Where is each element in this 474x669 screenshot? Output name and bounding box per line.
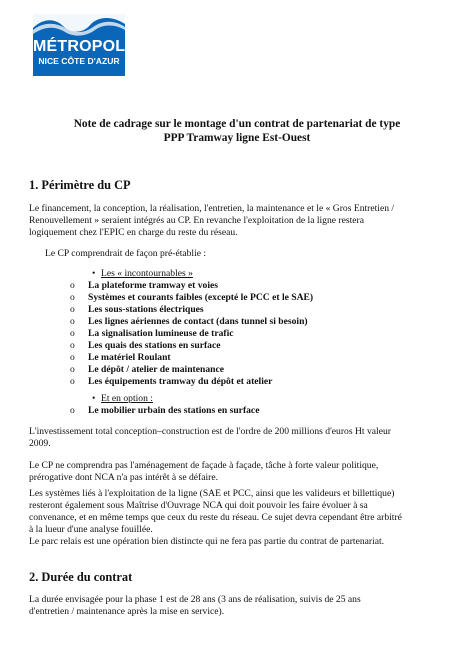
list-marker: o [70, 304, 75, 315]
list-marker: o [70, 328, 75, 339]
paragraph-parc-relais: Le parc relais est une opération bien distincte qui ne fera pas partie du contrat de partenariat. [29, 536, 385, 547]
paragraph-facade: Le CP ne comprendra pas l'aménagement de façade à façade, tâche à forte valeur politique, prérogative dont NCA n'a pas intérêt à se défaire. [29, 460, 379, 483]
para1-line3: logiquement chez l'EPIC en charge du reste du réseau. [29, 227, 238, 238]
list-item: o Le dépôt / atelier de maintenance [70, 364, 224, 375]
title-line2: PPP Tramway ligne Est-Ouest [163, 132, 311, 144]
paragraph-investissement: L'investissement total conception–construction est de l'ordre de 200 millions d'euros Ht valeur 2009. [29, 426, 391, 449]
list-marker: o [70, 376, 75, 387]
list-item: o Les quais des stations en surface [70, 340, 221, 351]
list-item: o Le mobilier urbain des stations en surface [70, 405, 260, 416]
section2-heading: 2. Durée du contrat [29, 570, 133, 584]
list-marker: o [70, 352, 75, 363]
title-line1: Note de cadrage sur le montage d'un contrat de partenariat de type [73, 118, 401, 130]
list-marker: o [70, 364, 75, 375]
bullet-label: Et en option : [101, 393, 153, 404]
bullet-option [92, 393, 153, 405]
bullet-label: Les « incontournables » [101, 268, 193, 279]
metropole-logo [33, 14, 137, 76]
list-item: o Les lignes aériennes de contact (dans tunnel si besoin) [70, 316, 308, 327]
para1-line2: Renouvellement » seraient intégrés au CP. En revanche l'exploitation de la ligne restera [29, 215, 364, 226]
list-marker: o [70, 405, 75, 416]
list-marker: o [70, 316, 75, 327]
list-item: o La signalisation lumineuse de trafic [70, 328, 234, 339]
document-title [60, 117, 414, 145]
list-marker: o [70, 292, 75, 303]
list-item: o Le matériel Roulant [70, 352, 171, 363]
bullet-incontournables [92, 268, 193, 280]
list-item: o Les équipements tramway du dépôt et atelier [70, 376, 273, 387]
list-item: o Systèmes et courants faibles (excepté le PCC et le SAE) [70, 292, 314, 303]
paragraph-duree: La durée envisagée pour la phase 1 est de 28 ans (3 ans de réalisation, suivis de 25 ans d'entretien / maintenance après la mise en service). [29, 594, 361, 617]
list-item: o La plateforme tramway et voies [70, 280, 219, 291]
bullet-marker: • [92, 393, 96, 404]
logo-line1: MÉTROPOLE [33, 38, 137, 55]
para1-line1: Le financement, la conception, la réalisation, l'entretien, la maintenance et le « Gros Entretien / [29, 203, 395, 214]
list-marker: o [70, 280, 75, 291]
section1-heading: 1. Périmètre du CP [29, 178, 131, 192]
logo-line2: NICE CÔTE D'AZUR [38, 56, 120, 66]
paragraph-systemes: Les systèmes liés à l'exploitation de la ligne (SAE et PCC, ainsi que les valideurs et billettique) resteront également sous Maîtrise d'Ouvrage NCA qui doit pouvoir les faire évoluer à sa convenance, et en même temps que ceux du reste du réseau. Ce sujet devra cependant être arbitré à la lueur d'une analyse fouillée. [29, 488, 402, 535]
intro-text: Le CP comprendrait de façon pré-établie : [45, 248, 207, 259]
bullet-marker: • [92, 268, 96, 279]
list-item: o Les sous-stations électriques [70, 304, 204, 315]
paragraph-financement [29, 203, 445, 239]
list-marker: o [70, 340, 75, 351]
wave-icon [33, 14, 125, 40]
